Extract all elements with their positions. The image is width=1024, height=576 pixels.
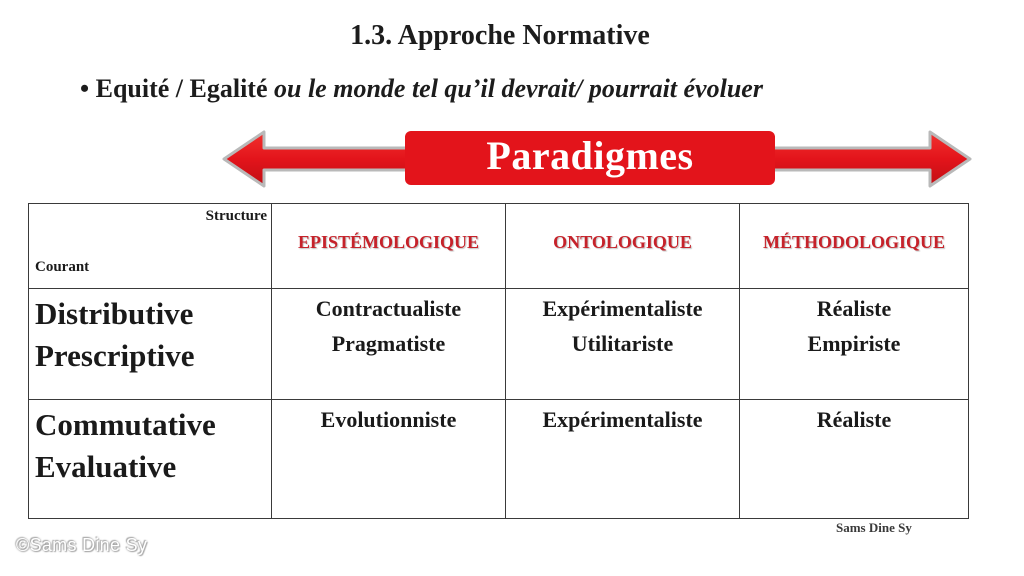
cell-line: Empiriste [807, 331, 901, 356]
table-cell [740, 400, 969, 519]
cell-line: Contractualiste [315, 296, 462, 321]
row-header-line: Prescriptive [35, 338, 195, 373]
bullet-point [80, 74, 763, 104]
row-header-line: Commutative [35, 407, 216, 442]
paradigm-table [28, 203, 969, 519]
column-header-ontologique: ONTOLOGIQUE [506, 204, 740, 289]
bullet-italic-text: ou le monde tel qu’il devrait/ pourrait évoluer [274, 74, 763, 103]
courant-label: Courant [35, 259, 90, 275]
cell-line: Expérimentaliste [542, 407, 703, 432]
row-header [29, 289, 272, 400]
slide-title: 1.3. Approche Normative [350, 20, 650, 51]
copyright-watermark: ©Sams Dine Sy [16, 535, 148, 555]
cell-line: Pragmatiste [331, 331, 446, 356]
row-header-line: Evaluative [35, 449, 177, 484]
cell-line: Réaliste [816, 296, 892, 321]
banner-title: Paradigmes [486, 133, 694, 178]
structure-label: Structure [205, 208, 267, 224]
table-header-row [29, 204, 969, 289]
row-header-line: Distributive [35, 296, 194, 331]
cell-line: Réaliste [816, 407, 892, 432]
table-cell [506, 400, 740, 519]
table-row [29, 400, 969, 519]
cell-line: Utilitariste [571, 331, 674, 356]
table-cell [506, 289, 740, 400]
table-cell [272, 400, 506, 519]
table-row [29, 289, 969, 400]
row-header [29, 400, 272, 519]
table-cell [740, 289, 969, 400]
column-header-epistemologique: EPISTÉMOLOGIQUE [272, 204, 506, 289]
cell-line: Expérimentaliste [542, 296, 703, 321]
author-credit: Sams Dine Sy [836, 520, 912, 535]
corner-cell [29, 204, 272, 289]
bullet-bold-text: • Equité / Egalité [80, 74, 274, 103]
cell-line: Evolutionniste [320, 407, 457, 432]
table-cell [272, 289, 506, 400]
column-header-methodologique: MÉTHODOLOGIQUE [740, 204, 969, 289]
